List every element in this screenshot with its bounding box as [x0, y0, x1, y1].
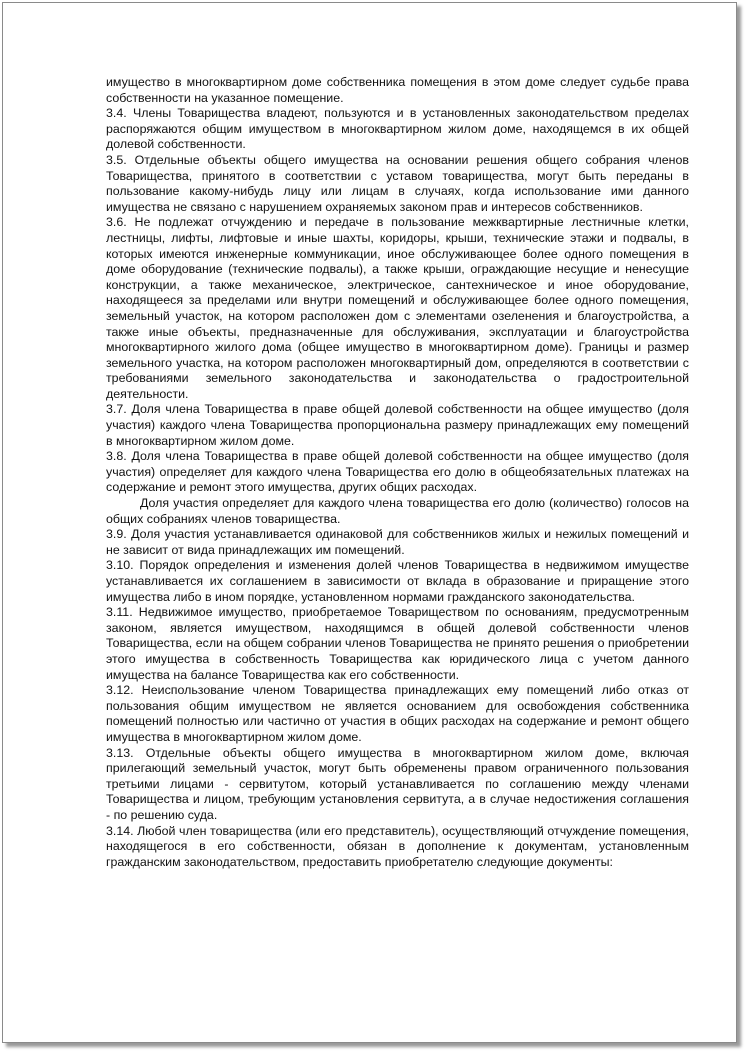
- document-page: [2, 2, 737, 1043]
- paragraph-3-11: 3.11. Недвижимое имущество, приобретаемое Товариществом по основаниям, предусмотренным законом, является имуществом, находящимся в общей долевой собственности членов Товарищества, если на общем собрании членов Товарищества не принято решения о приобретении этого имущества в собственность Товарищества как юридического лица с учетом данного имущества на балансе Товарищества как его собственности.: [106, 605, 689, 682]
- paragraph-3-9: 3.9. Доля участия устанавливается одинаковой для собственников жилых и нежилых помещений и не зависит от вида принадлежащих им помещений.: [106, 527, 689, 557]
- paragraph-share-votes: Доля участия определяет для каждого члена товарищества его долю (количество) голосов на общих собраниях членов товарищества.: [106, 496, 689, 526]
- paragraph-3-8: 3.8. Доля члена Товарищества в праве общей долевой собственности на общее имущество (доля участия) определяет для каждого члена Товарищества его долю в общеобязательных платежах на содержание и ремонт этого имущества, других общих расходах.: [106, 449, 689, 495]
- document-body: [106, 75, 689, 870]
- paragraph-3-5: 3.5. Отдельные объекты общего имущества на основании решения общего собрания членов Товарищества, принятого в соответствии с уставом товарищества, могут быть переданы в пользование какому-нибудь лицу или лицам в случаях, когда использование ими данного имущества не связано с нарушением охраняемых законом прав и интересов собственников.: [106, 152, 689, 214]
- paragraph-3-4: 3.4. Члены Товарищества владеют, пользуются и в установленных законодательством пределах распоряжаются общим имуществом в многоквартирном жилом доме, находящемся в их общей долевой собственности.: [106, 106, 689, 152]
- paragraph-3-3-continued: имущество в многоквартирном доме собственника помещения в этом доме следует судьбе права собственности на указанное помещение.: [106, 75, 689, 105]
- paragraph-3-13: 3.13. Отдельные объекты общего имущества в многоквартирном жилом доме, включая прилегающий земельный участок, могут быть обременены правом ограниченного пользования третьими лицами - сервитутом, который устанавливается по соглашению между членами Товарищества и лицом, требующим установления сервитута, а в случае недостижения соглашения - по решению суда.: [106, 745, 689, 822]
- paragraph-3-12: 3.12. Неиспользование членом Товарищества принадлежащих ему помещений либо отказ от пользования общим имуществом не является основанием для освобождения собственника помещений полностью или частично от участия в общих расходах на содержание и ремонт общего имущества в многоквартирном жилом доме.: [106, 683, 689, 744]
- paragraph-3-14: 3.14. Любой член товарищества (или его представитель), осуществляющий отчуждение помещения, находящегося в его собственности, обязан в дополнение к документам, установленным гражданским законодательством, предоставить приобретателю следующие документы:: [106, 823, 689, 869]
- paragraph-3-10: 3.10. Порядок определения и изменения долей членов Товарищества в недвижимом имуществе устанавливается их соглашением в зависимости от вклада в образование и приращение этого имущества либо в ином порядке, установленном нормами гражданского законодательства.: [106, 558, 689, 604]
- paragraph-3-6: 3.6. Не подлежат отчуждению и передаче в пользование межквартирные лестничные клетки, лестницы, лифты, лифтовые и иные шахты, коридоры, крыши, технические этажи и подвалы, в которых имеются инженерные коммуникации, иное обслуживающее более одного помещения в доме оборудование (технические подвалы), а также крыши, ограждающие несущие и ненесущие конструкции, а также механическое, электрическое, сантехническое и иное оборудование, находящееся за пределами или внутри помещений и обслуживающее более одного помещения, земельный участок, на котором расположен дом с элементами озеленения и благоустройства, а также иные объекты, предназначенные для обслуживания, эксплуатации и благоустройства многоквартирного жилого дома (общее имущество в многоквартирном доме). Границы и размер земельного участка, на котором расположен многоквартирный дом, определяются в соответствии с требованиями земельного законодательства и законодательства о градостроительной деятельности.: [106, 215, 689, 401]
- paragraph-3-7: 3.7. Доля члена Товарищества в праве общей долевой собственности на общее имущество (доля участия) каждого члена Товарищества пропорциональна размеру принадлежащих ему помещений в многоквартирном жилом доме.: [106, 402, 689, 448]
